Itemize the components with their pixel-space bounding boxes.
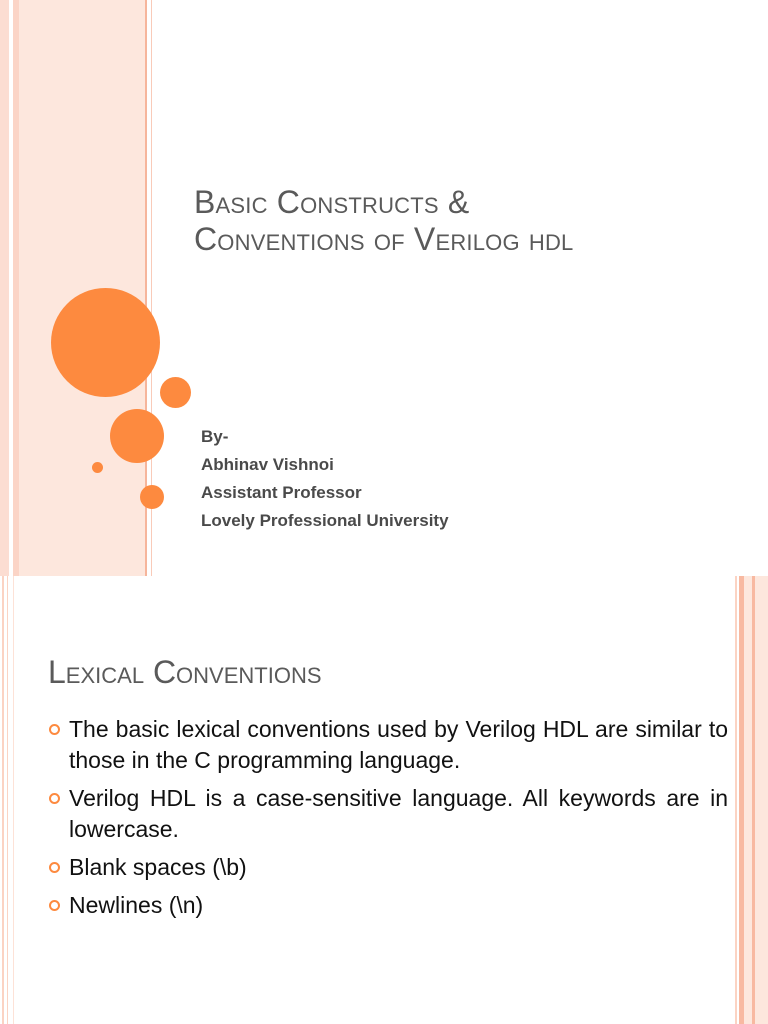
- bullet-text: Verilog HDL is a case-sensitive language. All keywords are in lowercase.: [69, 785, 728, 842]
- slide-title-line: Conventions of Verilog hdl: [194, 221, 574, 257]
- bullet-list: [48, 714, 728, 928]
- decorative-line: [735, 576, 737, 1024]
- bullet-text: Newlines (\n): [69, 892, 204, 918]
- slide-title-line: Basic Constructs &: [194, 184, 470, 220]
- author-position: Assistant Professor: [201, 483, 362, 502]
- section-title: Lexical Conventions: [48, 654, 322, 690]
- decorative-circle-large: [51, 288, 160, 397]
- decorative-circle-small: [140, 485, 164, 509]
- decorative-stripe: [755, 576, 768, 1024]
- circle-outline-icon: [49, 862, 60, 873]
- bullet-item: [48, 783, 728, 845]
- decorative-stripe: [0, 0, 9, 576]
- bullet-text: The basic lexical conventions used by Verilog HDL are similar to those in the C programming language.: [69, 716, 728, 773]
- bullet-item: [48, 714, 728, 776]
- bullet-item: [48, 890, 728, 921]
- decorative-line: [7, 576, 8, 1024]
- bullet-text: Blank spaces (\b): [69, 854, 247, 880]
- decorative-circle-small: [160, 377, 191, 408]
- author-university: Lovely Professional University: [201, 511, 449, 530]
- decorative-line: [2, 576, 4, 1024]
- decorative-stripe: [744, 576, 752, 1024]
- decorative-band: [19, 0, 145, 576]
- decorative-line: [13, 576, 14, 1024]
- bullet-item: [48, 852, 728, 883]
- slide-title: [194, 184, 734, 258]
- content-slide: [0, 576, 768, 1024]
- decorative-circle-medium: [110, 409, 164, 463]
- author-block: [201, 423, 449, 535]
- author-by-label: By-: [201, 427, 229, 446]
- circle-outline-icon: [49, 900, 60, 911]
- circle-outline-icon: [49, 793, 60, 804]
- author-name: Abhinav Vishnoi: [201, 455, 334, 474]
- circle-outline-icon: [49, 724, 60, 735]
- decorative-circle-dot: [92, 462, 103, 473]
